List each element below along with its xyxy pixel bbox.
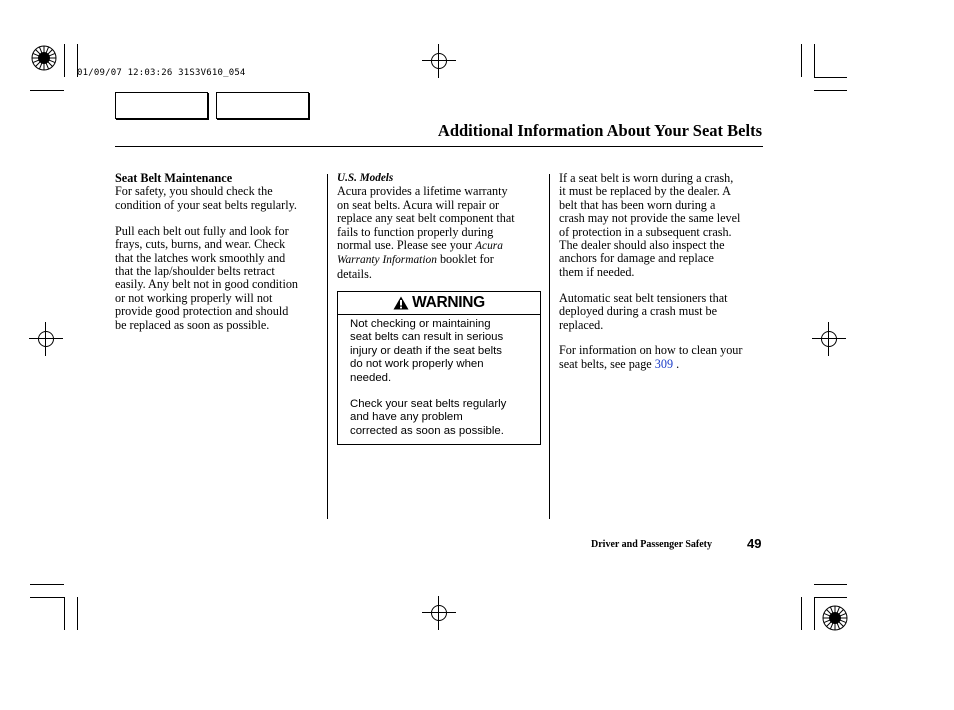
right-column xyxy=(559,172,769,371)
crosshair-icon xyxy=(812,322,846,356)
footer-section-name: Driver and Passenger Safety xyxy=(591,539,713,550)
section-heading: Seat Belt Maintenance xyxy=(115,171,233,185)
column-divider xyxy=(549,174,550,519)
page-link[interactable]: 309 xyxy=(654,356,674,371)
crosshair-icon xyxy=(422,596,456,630)
title-rule xyxy=(115,146,763,147)
paragraph: Automatic seat belt tensioners that deployed during a crash must be replaced. xyxy=(559,290,728,332)
paragraph-text: Acura provides a lifetime warranty on seat belts. Acura will repair or replace any seat belt component that fails to function properly during normal use. Please see your xyxy=(337,184,515,253)
page-number: 49 xyxy=(747,536,762,551)
paragraph-text: For information on how to clean your seat belts, see page xyxy=(559,343,743,371)
paragraph xyxy=(337,185,547,281)
warning-text: Check your seat belts regularly and have any problem corrected as soon as possible. xyxy=(350,398,507,437)
warning-header xyxy=(338,292,540,315)
paragraph: If a seat belt is worn during a crash, it must be replaced by the dealer. A belt that has been worn during a crash may not provide the same level of protection in a subsequent crash. The dealer should also inspect the anchors for damage and replace them if needed. xyxy=(559,171,741,279)
warning-label: WARNING xyxy=(412,294,485,311)
crosshair-icon xyxy=(29,322,63,356)
paragraph-text: booklet for details. xyxy=(337,252,494,281)
booklet-title: Acura Warranty Information xyxy=(337,240,503,267)
paragraph: Pull each belt out fully and look for frays, cuts, burns, and wear. Check that the latches work smoothly and that the lap/shoulder belts retract easily. Any belt not in good condition or not working properly will not provide good protection and should be replaced as soon as possible. xyxy=(115,223,299,332)
paragraph: For safety, you should check the condition of your seat belts regularly. xyxy=(115,184,297,212)
middle-column xyxy=(337,172,547,281)
page-title: Additional Information About Your Seat Belts xyxy=(437,121,762,140)
print-stamp: 01/09/07 12:03:26 31S3V610_054 xyxy=(77,68,246,78)
registration-target-icon xyxy=(821,604,849,632)
header-tab-box xyxy=(216,92,309,119)
registration-target-icon xyxy=(30,44,58,72)
column-divider xyxy=(327,174,328,519)
warning-triangle-icon xyxy=(393,296,409,310)
paragraph-text: . xyxy=(673,356,680,371)
subheading: U.S. Models xyxy=(337,172,394,184)
warning-text: Not checking or maintaining seat belts can result in serious injury or death if the seat belts do not work properly when needed. xyxy=(350,318,504,384)
header-tab-box xyxy=(115,92,208,119)
crosshair-icon xyxy=(422,44,456,78)
paragraph xyxy=(559,344,769,371)
left-column xyxy=(115,172,325,332)
warning-box xyxy=(337,291,541,445)
